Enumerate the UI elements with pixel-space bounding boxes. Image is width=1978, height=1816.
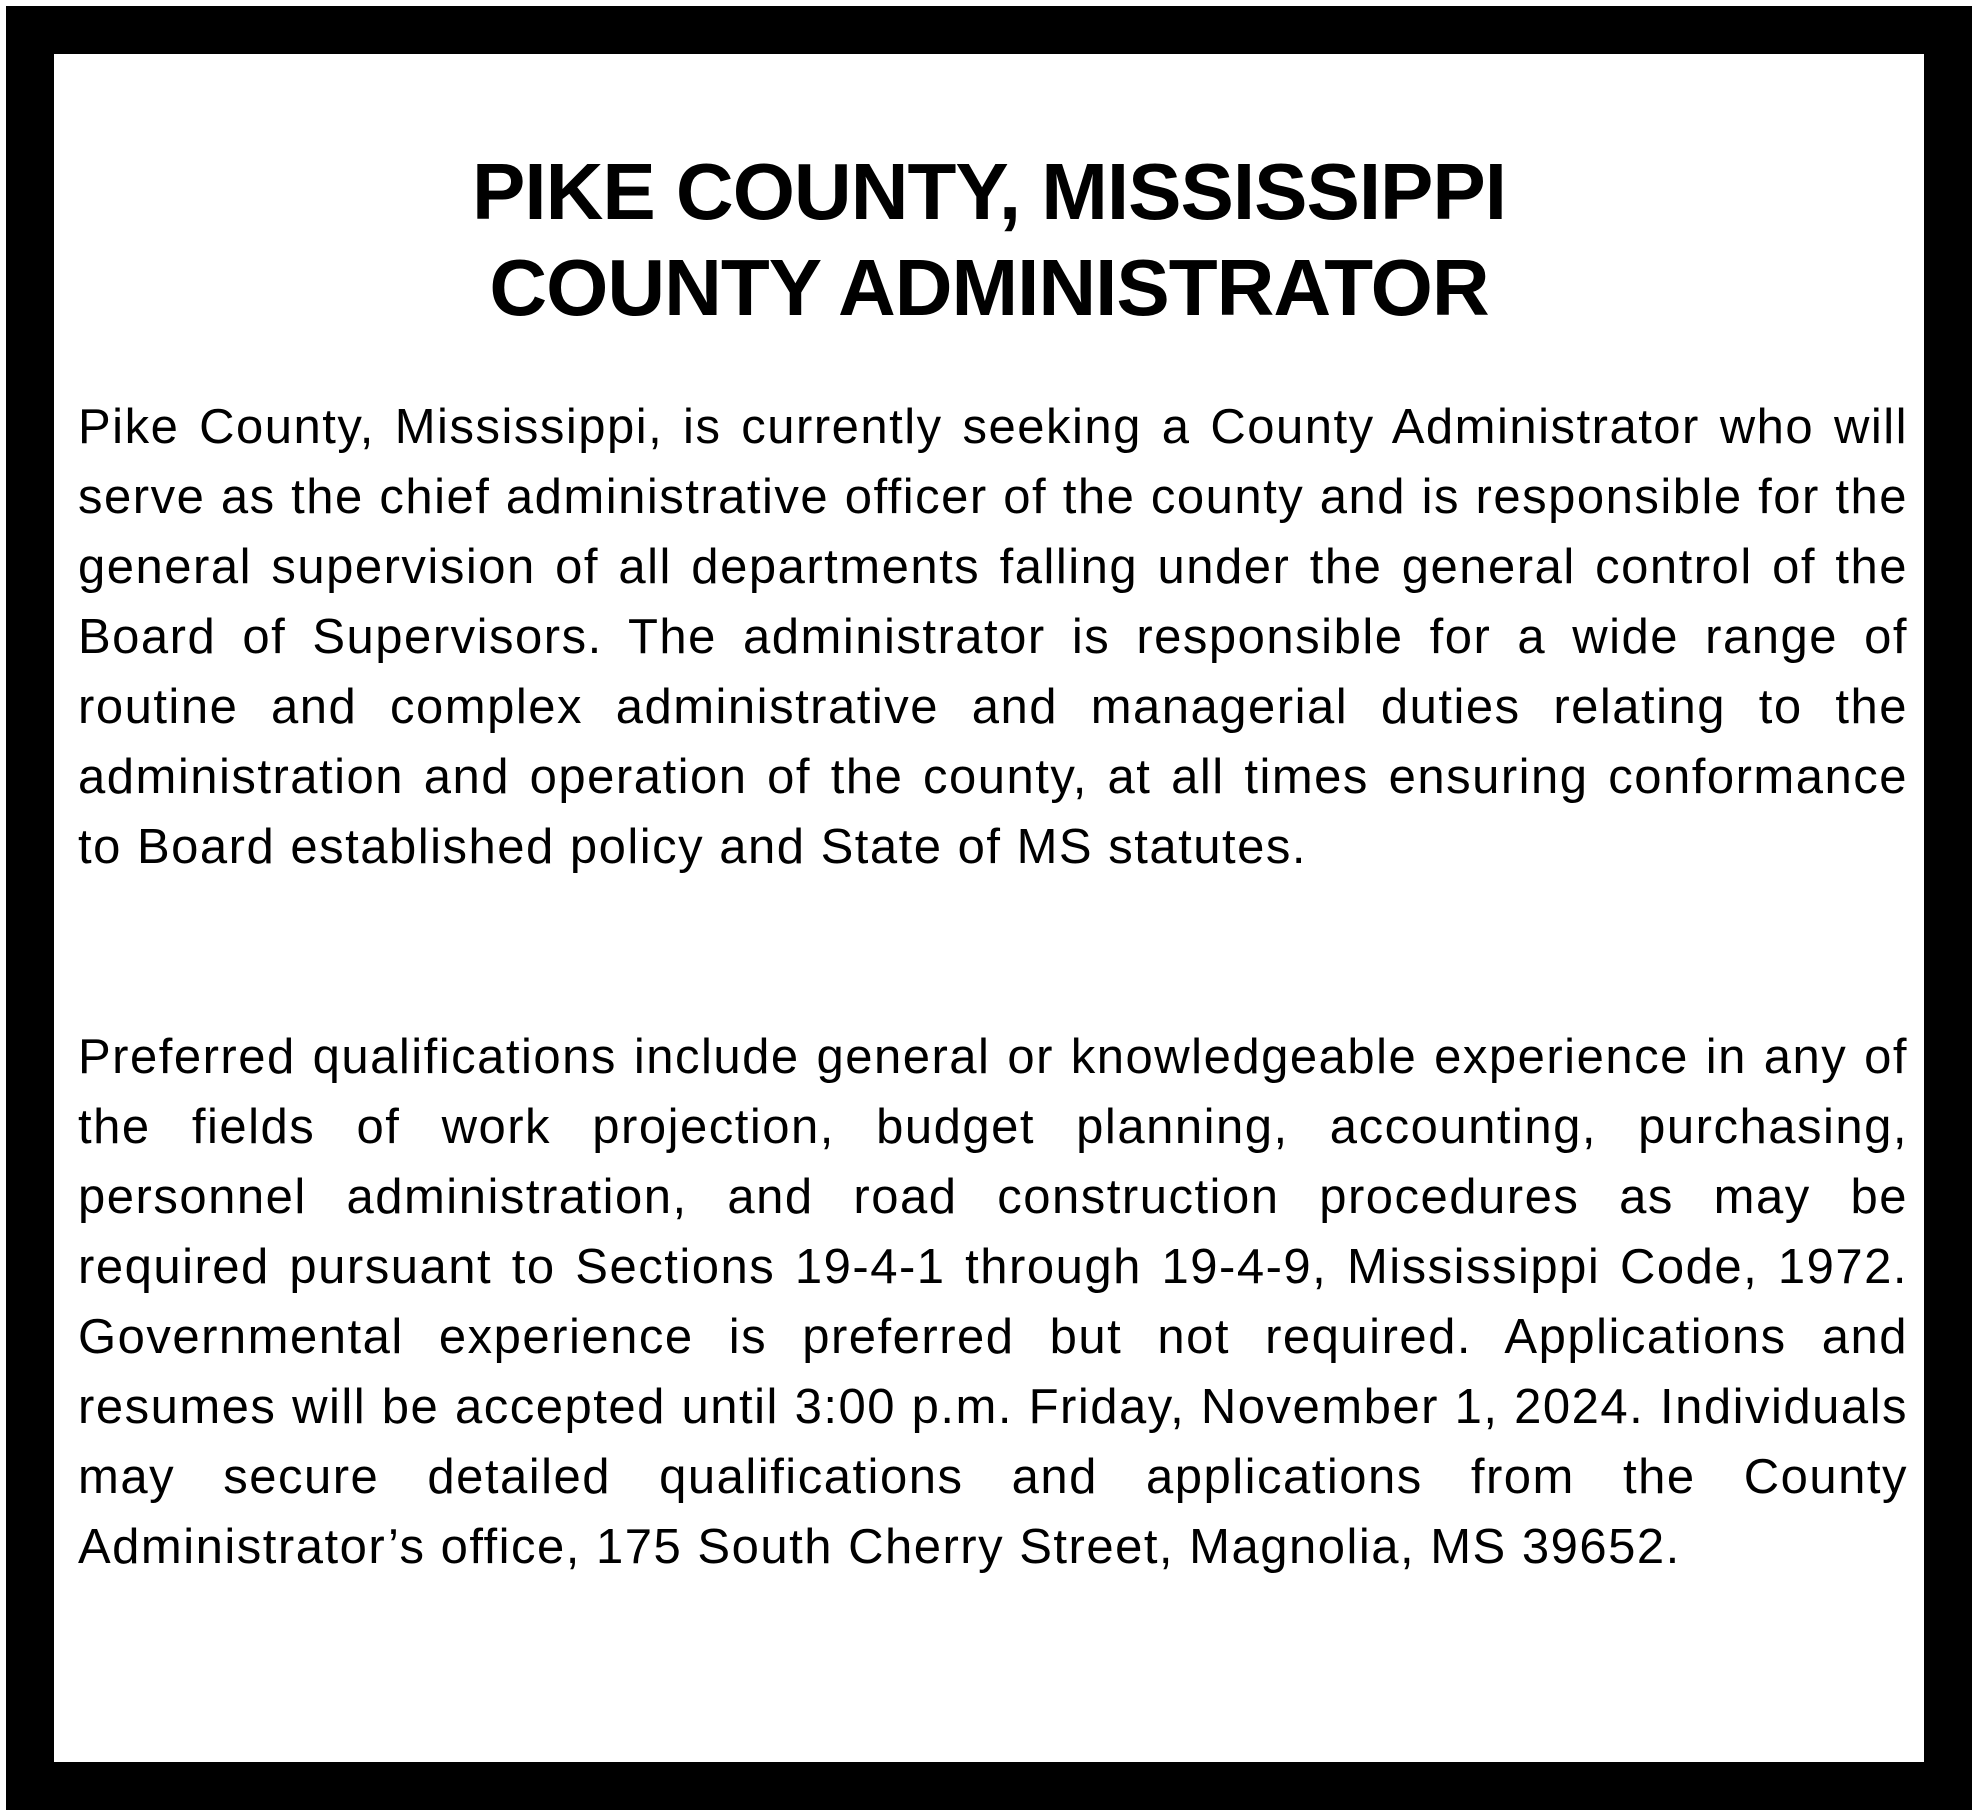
description-paragraph: Pike County, Mississippi, is currently seeking a County Administrator who will serve as the chief administrative officer of the county and is responsible for the general supervision of all departments falling under the general control of the Board of Supervisors. The administrator is responsible for a wide range of routine and complex administrative and managerial duties relating to the administration and operation of the county, at all times ensuring conformance to Board established policy and State of MS statutes. — [78, 400, 1908, 874]
qualifications-paragraph: Preferred qualifications include general or knowledgeable experience in any of the fields of work projection, budget planning, accounting, purchasing, personnel administration, and road construction procedures as may be required pursuant to Sections 19-4-1 through 19-4-9, Mississippi Code, 1972. Governmental experience is preferred but not required. Applications and resumes will be accepted until 3:00 p.m. Friday, November 1, 2024. Individuals may secure detailed qualifications and applications from the County Administrator’s office, 175 South Cherry Street, Magnolia, MS 39652. — [78, 1030, 1908, 1574]
title-line-position: COUNTY ADMINISTRATOR — [489, 243, 1489, 332]
title-line-county: PIKE COUNTY, MISSISSIPPI — [471, 147, 1506, 236]
notice-title — [54, 144, 1924, 336]
notice-border — [6, 6, 1972, 1810]
notice-panel — [54, 54, 1924, 1762]
